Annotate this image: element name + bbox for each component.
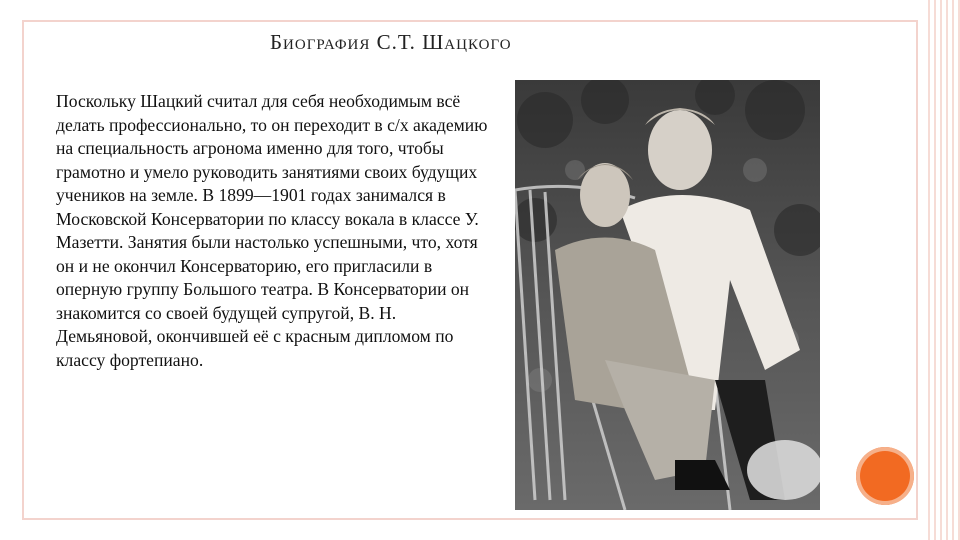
biography-text: Поскольку Шацкий считал для себя необходимым всё делать профессионально, то он переходит в с/х академию на специальность агронома именно для того, чтобы грамотно и умело руководить занятиями своих будущих учеников на земле. В 1899—1901 годах занимался в Московской Консерватории по классу вокала в классе У. Мазетти. Занятия были настолько успешными, что, хотя он и не окончил Консерваторию, его пригласили в оперную группу Большого театра. В Консерватории он знакомится со своей будущей супругой, В. Н. Демьяновой, окончившей её с красным дипломом по классу фортепиано. (56, 91, 488, 370)
decorative-stripes (928, 0, 960, 540)
decorative-orange-circle (856, 447, 914, 505)
couple-photo (515, 80, 820, 510)
slide-title: Биография С.Т. Шацкого (270, 30, 512, 54)
